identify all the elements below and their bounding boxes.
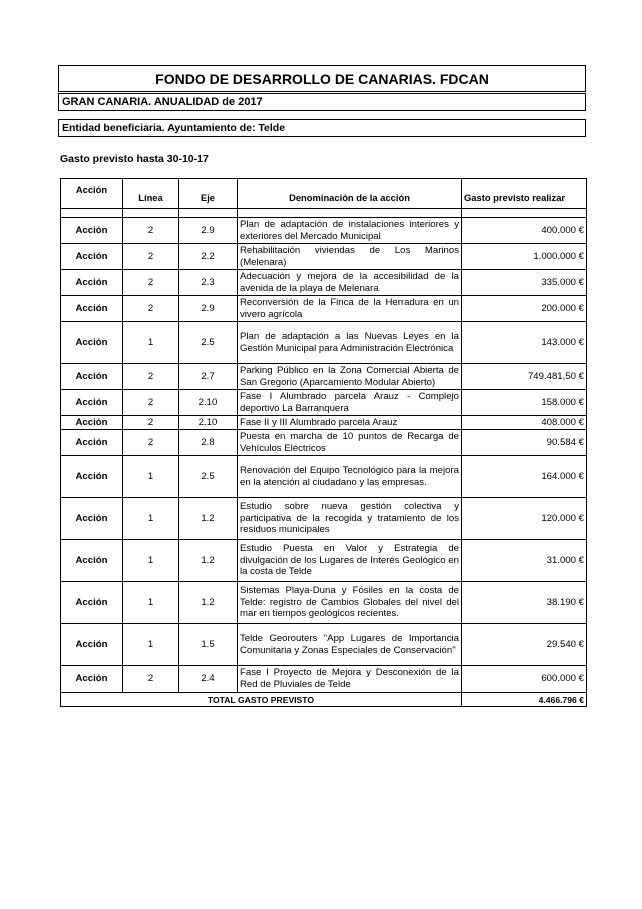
cell-linea: 1 [123,456,179,498]
spacer-cell [179,209,238,218]
cell-linea: 2 [123,296,179,322]
table-row [61,296,587,322]
total-label: TOTAL GASTO PREVISTO [61,693,462,707]
col-header-gasto: Gasto previsto realizar [462,179,587,209]
cell-gasto: 143.000 € [462,322,587,364]
cell-gasto: 90.584 € [462,430,587,456]
table-row [61,218,587,244]
table-row [61,322,587,364]
cell-gasto: 38.190 € [462,582,587,624]
cell-denominacion: Plan de adaptación a las Nuevas Leyes en la Gestión Municipal para Administración Electrónica [238,322,462,364]
cell-eje: 2.10 [179,416,238,430]
cell-eje: 2.7 [179,364,238,390]
cell-eje: 2.10 [179,390,238,416]
cell-gasto: 120.000 € [462,498,587,540]
cell-accion: Acción [61,666,123,693]
cell-denominacion: Reconversión de la Finca de la Herradura en un vivero agrícola [238,296,462,322]
spacer-cell [61,209,123,218]
cell-accion: Acción [61,270,123,296]
cell-linea: 2 [123,244,179,270]
document-subtitle: GRAN CANARIA. ANUALIDAD de 2017 [58,93,586,111]
cell-denominacion: Fase I Alumbrado parcela Arauz - Complejo deportivo La Barranquera [238,390,462,416]
cell-linea: 1 [123,498,179,540]
cell-gasto: 158.000 € [462,390,587,416]
cell-denominacion: Fase I Proyecto de Mejora y Desconexión de la Red de Pluviales de Telde [238,666,462,693]
table-row [61,498,587,540]
cell-accion: Acción [61,296,123,322]
cell-eje: 1.2 [179,498,238,540]
cell-eje: 2.9 [179,218,238,244]
cell-linea: 2 [123,666,179,693]
entidad-beneficiaria: Entidad beneficiaria. Ayuntamiento de: Telde [58,119,586,137]
cell-gasto: 749.481,50 € [462,364,587,390]
cell-accion: Acción [61,498,123,540]
table-row [61,456,587,498]
cell-eje: 1.2 [179,540,238,582]
cell-gasto: 600.000 € [462,666,587,693]
table-spacer-row [61,209,587,218]
cell-denominacion: Parking Público en la Zona Comercial Abierta de San Gregorio (Aparcamiento Modular Abierto) [238,364,462,390]
table-row [61,390,587,416]
cell-denominacion: Adecuación y mejora de la accesibilidad de la avenida de la playa de Melenara [238,270,462,296]
cell-accion: Acción [61,456,123,498]
cell-gasto: 400.000 € [462,218,587,244]
cell-gasto: 29.540 € [462,624,587,666]
cell-denominacion: Estudio sobre nueva gestión colectiva y participativa de la recogida y tratamiento de los residuos municipales [238,498,462,540]
cell-eje: 2.3 [179,270,238,296]
cell-accion: Acción [61,540,123,582]
cell-linea: 2 [123,218,179,244]
cell-linea: 2 [123,430,179,456]
cell-gasto: 31.000 € [462,540,587,582]
cell-linea: 2 [123,416,179,430]
spacer-cell [123,209,179,218]
cell-accion: Acción [61,430,123,456]
cell-denominacion: Estudio Puesta en Valor y Estrategia de divulgación de los Lugares de Interés Geológico en la costa de Telde [238,540,462,582]
col-header-accion: Acción [61,179,123,209]
cell-accion: Acción [61,244,123,270]
cell-accion: Acción [61,322,123,364]
total-row [61,693,587,707]
gasto-previsto-fecha: Gasto previsto hasta 30-10-17 [60,153,209,165]
cell-linea: 2 [123,270,179,296]
cell-accion: Acción [61,218,123,244]
cell-gasto: 408.000 € [462,416,587,430]
spacer-cell [238,209,462,218]
cell-denominacion: Renovación del Equipo Tecnológico para la mejora en la atención al ciudadano y las empresas. [238,456,462,498]
cell-eje: 2.5 [179,456,238,498]
cell-linea: 2 [123,364,179,390]
table-row [61,624,587,666]
table-row [61,666,587,693]
cell-linea: 1 [123,582,179,624]
cell-accion: Acción [61,390,123,416]
table-row [61,364,587,390]
cell-eje: 2.4 [179,666,238,693]
cell-gasto: 200.000 € [462,296,587,322]
cell-accion: Acción [61,582,123,624]
cell-accion: Acción [61,624,123,666]
cell-denominacion: Telde Georouters "App Lugares de Importancia Comunitaria y Zonas Especiales de Conservación" [238,624,462,666]
table-row [61,430,587,456]
table-row [61,582,587,624]
cell-eje: 2.8 [179,430,238,456]
cell-gasto: 1.000.000 € [462,244,587,270]
cell-eje: 1.5 [179,624,238,666]
cell-eje: 2.5 [179,322,238,364]
spacer-cell [462,209,587,218]
cell-denominacion: Plan de adaptación de instalaciones interiores y exteriores del Mercado Municipal [238,218,462,244]
cell-denominacion: Puesta en marcha de 10 puntos de Recarga de Vehículos Eléctricos [238,430,462,456]
cell-linea: 2 [123,390,179,416]
table-row [61,540,587,582]
table-row [61,270,587,296]
cell-linea: 1 [123,540,179,582]
cell-eje: 2.9 [179,296,238,322]
total-value: 4.466.796 € [462,693,587,707]
cell-accion: Acción [61,416,123,430]
cell-eje: 1.2 [179,582,238,624]
cell-gasto: 335.000 € [462,270,587,296]
cell-denominacion: Fase II y III Alumbrado parcela Arauz [238,416,462,430]
cell-eje: 2.2 [179,244,238,270]
cell-linea: 1 [123,624,179,666]
table-row [61,244,587,270]
cell-accion: Acción [61,364,123,390]
cell-denominacion: Sistemas Playa-Duna y Fósiles en la costa de Telde: registro de Cambios Globales del nivel del mar en tiempos geológicos recientes. [238,582,462,624]
col-header-eje: Eje [179,179,238,209]
cell-gasto: 164.000 € [462,456,587,498]
cell-linea: 1 [123,322,179,364]
table-row [61,416,587,430]
col-header-linea: Línea [123,179,179,209]
cell-denominacion: Rehabilitación viviendas de Los Marinos (Melenara) [238,244,462,270]
actions-table [60,178,587,707]
col-header-denominacion: Denominación de la acción [238,179,462,209]
document-title: FONDO DE DESARROLLO DE CANARIAS. FDCAN [58,65,586,92]
